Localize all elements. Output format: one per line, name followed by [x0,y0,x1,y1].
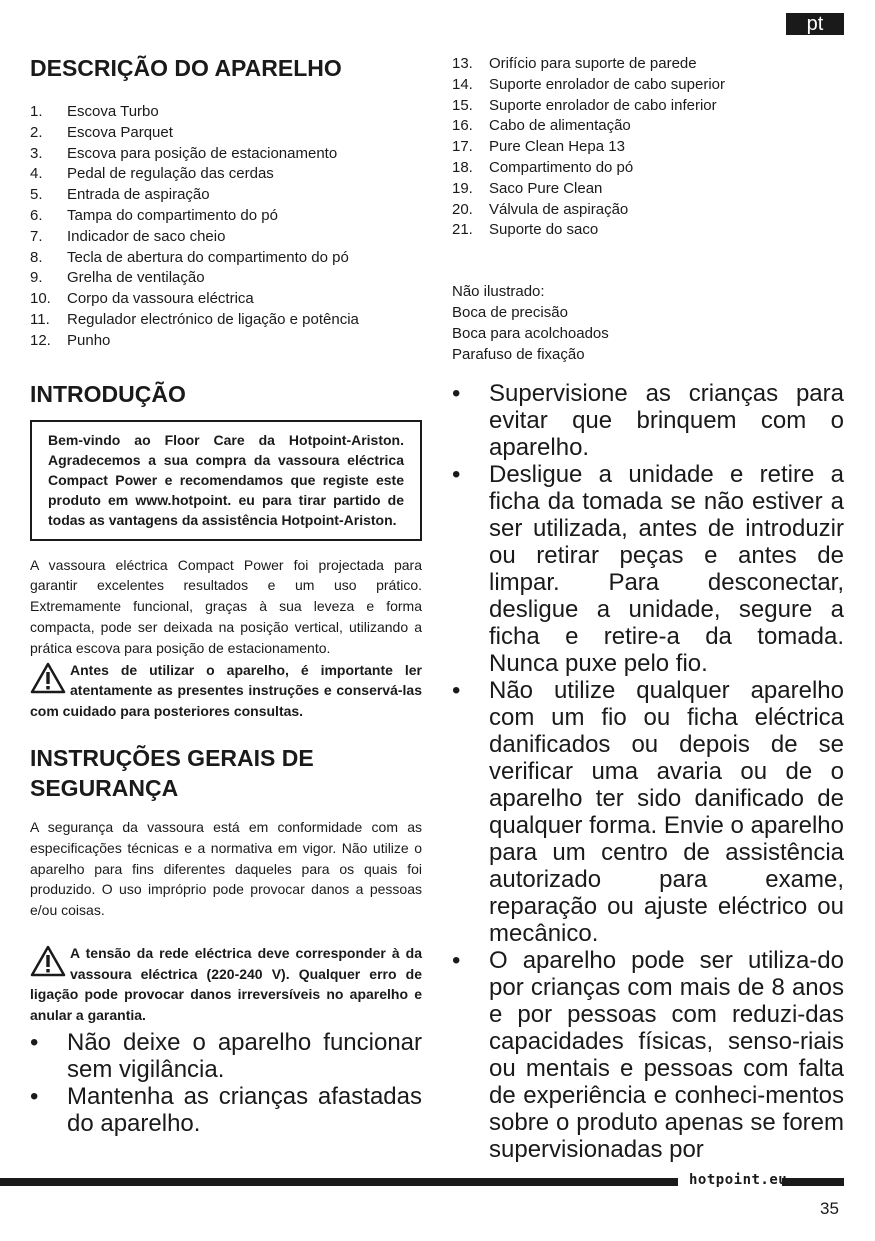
warning-icon [30,662,66,694]
left-column [30,52,422,1137]
safety-bullets-right [452,380,844,1163]
list-item: • Não utilize qualquer aparelho com um fio ou ficha eléctrica danificados ou depois de se verificar uma avaria ou de o aparelho ter sido danificado de qualquer forma. Envie o aparelho para um centro de assistência autorizado para exame, reparação ou ajuste eléctrico ou mecânico. [452,677,844,948]
list-item: 7. Indicador de saco cheio [30,227,226,245]
safety-paragraph: A segurança da vassoura está em conformidade com as especificações técnicas e a normativa em vigor. Não utilize o aparelho para fins diferentes daqueles para os quais foi produzido. O uso impróprio pode provocar danos a pessoas e/ou coisas. [30,819,422,919]
footer-rule [0,1178,678,1186]
list-item: 5. Entrada de aspiração [30,186,210,204]
parts-list-right [452,54,844,241]
list-item: 13. Orifício para suporte de parede [452,55,697,72]
list-item: 2. Escova Parquet [30,123,173,141]
section-title-description: DESCRIÇÃO DO APARELHO [30,55,342,81]
list-item: 3. Escova para posição de estacionamento [30,144,338,162]
list-item: Boca para acolchoados [452,324,609,342]
right-column [452,52,844,1163]
not-shown-list [452,282,844,365]
list-item: 18. Compartimento do pó [452,158,634,176]
list-item: 16. Cabo de alimentação [452,117,631,135]
list-item: 4. Pedal de regulação das cerdas [30,165,274,183]
page-number: 35 [820,1199,839,1218]
parts-list-left [30,102,422,352]
list-item: • Não deixe o aparelho funcionar sem vigilância. [30,1029,422,1084]
list-item: 6. Tampa do compartimento do pó [30,206,278,224]
list-item: 19. Saco Pure Clean [452,179,603,197]
list-item: 21. Suporte do saco [452,221,599,239]
list-item: 14. Suporte enrolador de cabo superior [452,75,725,93]
brand-url: hotpoint.eu [689,1172,788,1188]
list-item: 9. Grelha de ventilação [30,269,205,287]
list-item: • Mantenha as crianças afastadas do aparelho. [30,1083,422,1138]
list-item: Boca de precisão [452,303,568,321]
list-item: 8. Tecla de abertura do compartimento do pó [30,248,349,266]
warning-voltage: A tensão da rede eléctrica deve corresponder à da vassoura eléctrica (220-240 V). Qualquer erro de ligação pode provocar danos irreversíveis no aparelho e anular a garantia. [30,945,422,1023]
safety-bullets-left [30,1029,422,1137]
list-item: Parafuso de fixação [452,345,585,363]
list-item: 15. Suporte enrolador de cabo inferior [452,96,717,114]
list-item: 11. Regulador electrónico de ligação e potência [30,310,359,328]
list-item: 1. Escova Turbo [30,103,159,120]
list-item: 20. Válvula de aspiração [452,200,629,218]
section-title-safety: INSTRUÇÕES GERAIS DE SEGURANÇA [30,745,314,802]
section-title-intro: INTRODUÇÃO [30,380,186,407]
list-item: • Desligue a unidade e retire a ficha da tomada se não estiver a ser utilizada, antes de introduzir ou retirar peças e antes de limpar. Para desconectar, desligue a unidade, segure a ficha e retire-a da tomada. Nunca puxe pelo fio. [452,461,844,678]
list-item: • Supervisione as crianças para evitar que brinquem com o aparelho. [452,380,844,462]
not-shown-title: Não ilustrado: [452,283,545,301]
warning-read-instructions: Antes de utilizar o aparelho, é importante ler atentamente as presentes instruções e conservá-las com cuidado para posteriores consultas. [30,661,422,719]
list-item: 17. Pure Clean Hepa 13 [452,138,625,156]
list-item: 10. Corpo da vassoura eléctrica [30,290,254,308]
list-item: • O aparelho pode ser utiliza-do por crianças com mais de 8 anos e por pessoas com reduzi-das capacidades físicas, senso-riais ou mentais e pessoas com falta de experiência e conheci-mentos sobre o produto apenas se forem supervisionadas por [452,947,844,1164]
footer-rule-right [782,1178,844,1186]
list-item: 12. Punho [30,331,111,349]
welcome-box: Bem-vindo ao Floor Care da Hotpoint-Ariston. Agradecemos a sua compra da vassoura eléctrica Compact Power e recomendamos que registe este produto em www.hotpoint. eu para tirar partido de todas as vantagens da assistência Hotpoint-Ariston. [30,420,422,541]
intro-paragraph: A vassoura eléctrica Compact Power foi projectada para garantir excelentes resultados e um uso prático. Extremamente funcional, graças à sua leveza e forma compacta, pode ser deixada na posição vertical, utilizando a prática escova para posição de estacionamento. [30,556,422,656]
language-tab: pt [786,13,844,35]
warning-icon [30,945,66,977]
